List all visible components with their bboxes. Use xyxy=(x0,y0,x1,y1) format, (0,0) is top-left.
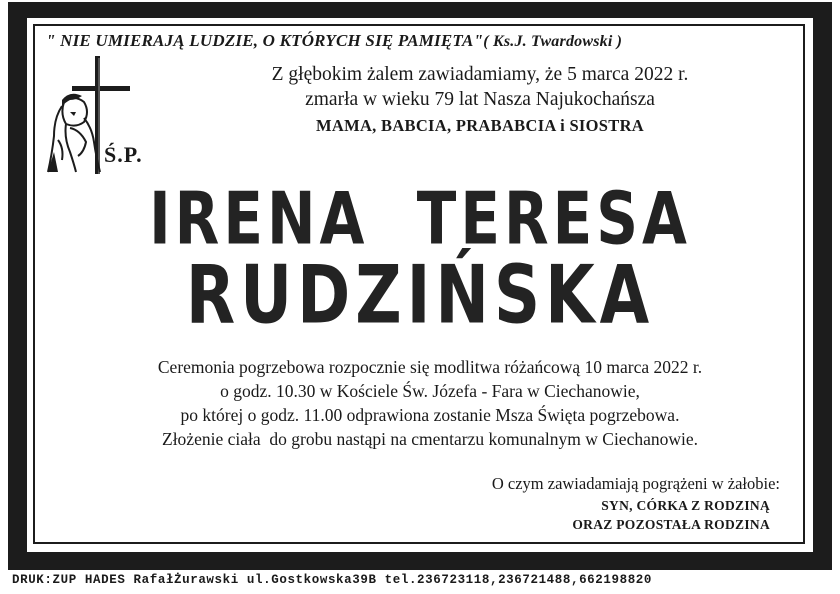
ceremony-line: Ceremonia pogrzebowa rozpocznie się modlitwa różańcową 10 marca 2022 r. xyxy=(157,357,703,377)
announcement-intro xyxy=(210,62,750,112)
deceased-given-names: IRENA TERESA xyxy=(149,176,691,261)
intro-line: zmarła w wieku 79 lat Nasza Najukochańsza xyxy=(305,89,655,110)
mourners-heading: O czym zawiadamiają pogrążeni w żałobie: xyxy=(491,474,780,493)
ceremony-line: po której o godz. 11.00 odprawiona zostanie Msza Święta pogrzebowa. xyxy=(180,405,680,425)
intro-line: Z głębokim żalem zawiadamiamy, że 5 marca 2022 r. xyxy=(271,64,689,85)
mourners-signature xyxy=(380,496,770,534)
memorial-quote xyxy=(46,31,786,51)
funeral-details xyxy=(90,355,770,451)
quote-text: " NIE UMIERAJĄ LUDZIE, O KTÓRYCH SIĘ PAMIĘTA" xyxy=(46,31,484,50)
signature-line: ORAZ POZOSTAŁA RODZINA xyxy=(572,517,770,532)
signature-line: SYN, CÓRKA Z RODZINĄ xyxy=(601,498,770,513)
ceremony-line: o godz. 10.30 w Kościele Św. Józefa - Fara w Ciechanowie, xyxy=(220,381,640,401)
ceremony-line: Złożenie ciała do grobu nastąpi na cmentarzu komunalnym w Ciechanowie. xyxy=(162,429,698,449)
quote-author: ( Ks.J. Twardowski ) xyxy=(483,33,623,50)
printer-imprint: DRUK:ZUP HADES RafałŻurawski ul.Gostkowska39B tel.236723118,236721488,662198820 xyxy=(12,573,652,587)
sp-prefix: Ś.P. xyxy=(104,142,143,167)
family-relations: MAMA, BABCIA, PRABABCIA i SIOSTRA xyxy=(315,116,645,135)
deceased-surname: RUDZIŃSKA xyxy=(185,250,655,343)
